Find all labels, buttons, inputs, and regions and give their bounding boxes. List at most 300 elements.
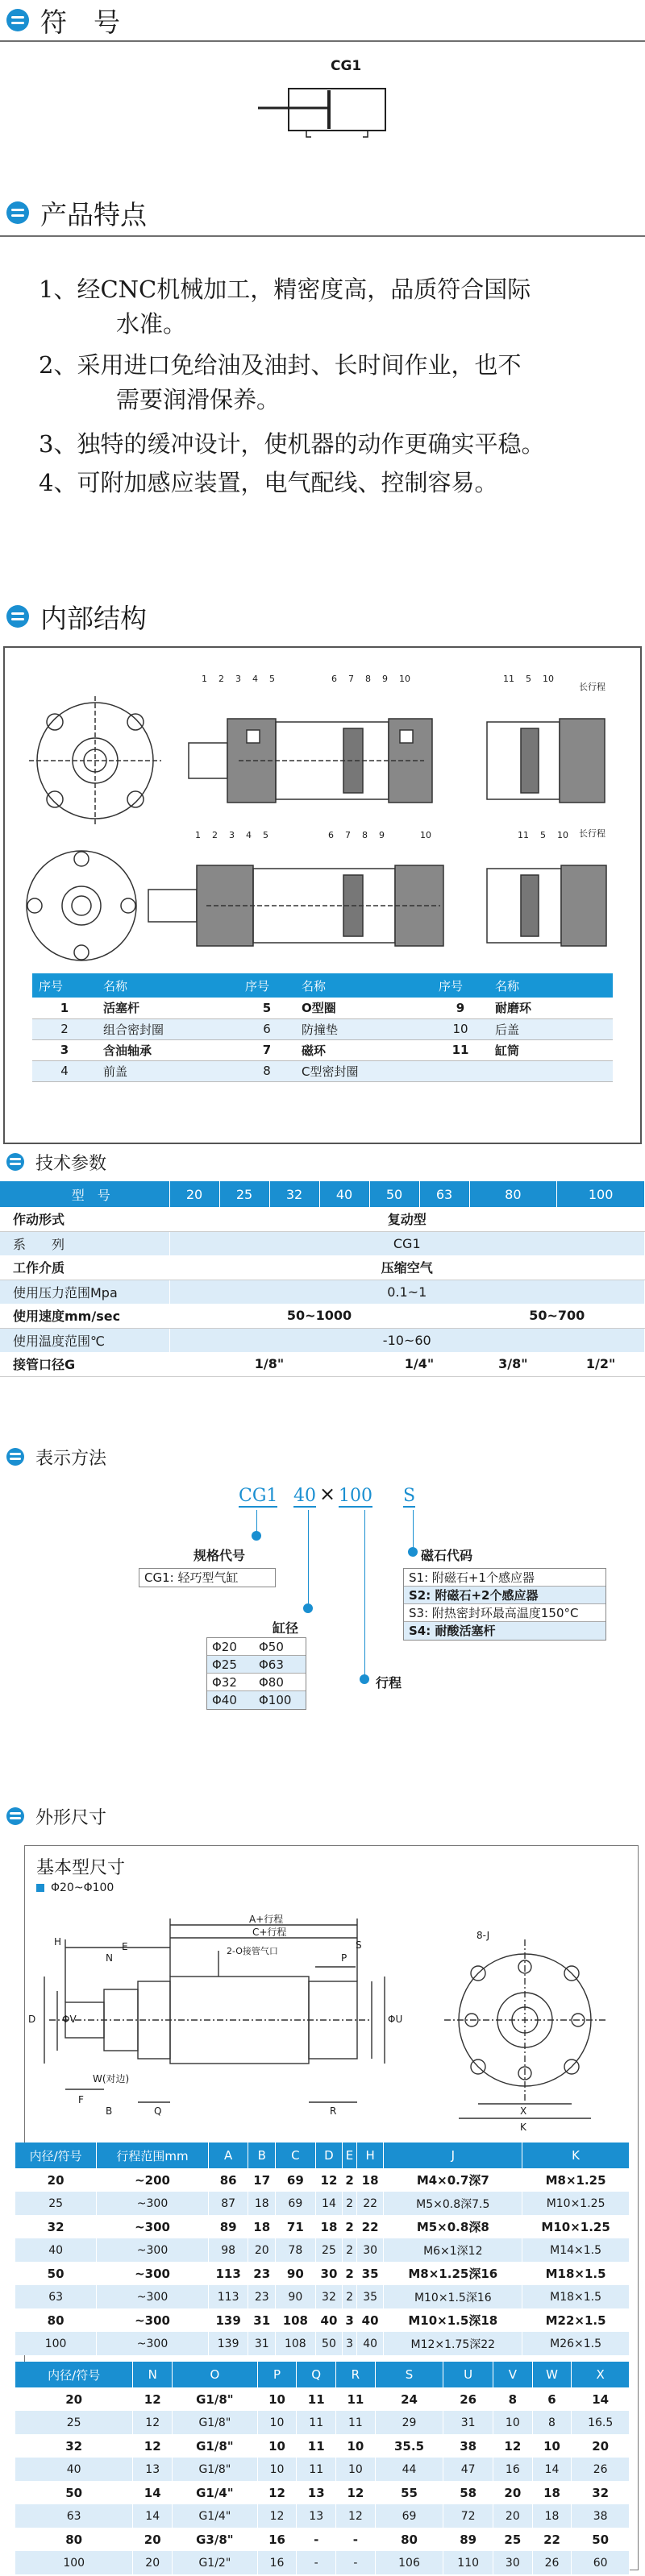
table-row bbox=[0, 1181, 645, 1207]
table-cell: 13 bbox=[297, 2481, 336, 2504]
table-cell: 32 bbox=[315, 2285, 343, 2308]
table-cell: 14 bbox=[572, 2387, 630, 2411]
parts-table bbox=[32, 973, 613, 1082]
table-header: H bbox=[356, 2143, 384, 2168]
table-cell: 接管口径G bbox=[0, 1352, 169, 1376]
dim-label: F bbox=[78, 2094, 84, 2105]
table-cell: 78 bbox=[276, 2238, 316, 2262]
table-cell: 50 bbox=[315, 2332, 343, 2355]
table-row bbox=[15, 2168, 630, 2192]
dim-label: K bbox=[520, 2122, 526, 2133]
tech-title: 技术参数 bbox=[35, 1153, 107, 1174]
table-cell: 14 bbox=[133, 2481, 173, 2504]
part-callouts-top-right bbox=[503, 674, 554, 684]
table-cell: 11 bbox=[432, 1039, 489, 1060]
table-header: 内径/符号 bbox=[15, 2143, 97, 2168]
table-cell: 90 bbox=[276, 2285, 316, 2308]
table-cell: 40 bbox=[356, 2332, 384, 2355]
table-cell: 63 bbox=[15, 2504, 133, 2528]
table-cell: ~300 bbox=[97, 2262, 209, 2285]
feature-line: 4、可附加感应装置，电气配线、控制容易。 bbox=[39, 469, 498, 496]
table-cell: 12 bbox=[336, 2504, 376, 2528]
table-cell: 23 bbox=[248, 2262, 276, 2285]
table-row bbox=[15, 2411, 630, 2434]
feature-line: 需要润滑保养。 bbox=[116, 386, 281, 413]
table-cell: CG1 bbox=[169, 1231, 645, 1255]
table-cell: 10 bbox=[336, 2434, 376, 2458]
table-cell: ~300 bbox=[97, 2285, 209, 2308]
table-cell: 1/2" bbox=[557, 1352, 645, 1376]
dim-label: B bbox=[106, 2105, 113, 2117]
table-cell: 9 bbox=[432, 998, 489, 1018]
table-cell: 16.5 bbox=[572, 2411, 630, 2434]
table-cell: 8 bbox=[532, 2411, 572, 2434]
table-header: 名称 bbox=[489, 973, 613, 998]
table-cell: G1/8" bbox=[173, 2387, 258, 2411]
table-cell: M4×0.7深7 bbox=[384, 2168, 522, 2192]
table-cell: 缸筒 bbox=[489, 1039, 613, 1060]
table-cell: 1/8" bbox=[169, 1352, 369, 1376]
table-header: 20 bbox=[169, 1181, 219, 1207]
table-cell: 32 bbox=[15, 2215, 97, 2238]
dimension-table-2 bbox=[15, 2362, 630, 2574]
table-cell: 10 bbox=[257, 2411, 297, 2434]
code-series: CG1 bbox=[239, 1486, 278, 1506]
table-header: W bbox=[532, 2362, 572, 2387]
bore-value: Φ20 bbox=[212, 1640, 237, 1654]
dimensions-panel bbox=[24, 1845, 639, 2570]
table-cell: M8×1.25深16 bbox=[384, 2262, 522, 2285]
dim-label: ΦU bbox=[388, 2014, 403, 2025]
dimensions-title: 外形尺寸 bbox=[35, 1807, 107, 1828]
table-header: 50 bbox=[369, 1181, 419, 1207]
table-header: V bbox=[493, 2362, 533, 2387]
table-cell: 40 bbox=[356, 2308, 384, 2332]
bore-value: Φ50 bbox=[259, 1640, 284, 1654]
table-cell: 20 bbox=[133, 2528, 173, 2551]
sensor-head: 磁石代码 bbox=[421, 1548, 473, 1563]
part-callout: 11 bbox=[518, 830, 529, 840]
divider bbox=[0, 40, 645, 42]
table-cell: 后盖 bbox=[489, 1018, 613, 1039]
feature-line: 3、独特的缓冲设计，使机器的动作更确实平稳。 bbox=[39, 430, 545, 458]
table-header: 型 号 bbox=[0, 1181, 169, 1207]
table-cell: 69 bbox=[276, 2192, 316, 2215]
table-cell: 10 bbox=[257, 2434, 297, 2458]
table-cell: 14 bbox=[133, 2504, 173, 2528]
connector-dot bbox=[408, 1547, 418, 1557]
table-cell: O型圈 bbox=[295, 998, 432, 1018]
notation-section bbox=[0, 1442, 645, 1471]
table-cell: 31 bbox=[248, 2332, 276, 2355]
table-cell: 18 bbox=[532, 2504, 572, 2528]
dim-label: X bbox=[520, 2105, 527, 2117]
dim-label: 8-J bbox=[476, 1930, 490, 1941]
feature-item-1 bbox=[39, 272, 619, 342]
table-cell: 26 bbox=[443, 2387, 493, 2411]
table-cell: 10 bbox=[493, 2411, 533, 2434]
bore-list bbox=[206, 1637, 306, 1710]
connector-dot bbox=[303, 1603, 313, 1613]
stroke-head: 行程 bbox=[376, 1675, 402, 1690]
table-cell: 40 bbox=[315, 2308, 343, 2332]
table-cell: 2 bbox=[343, 2192, 357, 2215]
table-cell: ~200 bbox=[97, 2168, 209, 2192]
table-cell: 47 bbox=[443, 2458, 493, 2481]
table-cell: M10×1.5深16 bbox=[384, 2285, 522, 2308]
long-stroke-note: 长行程 bbox=[579, 682, 605, 692]
table-header-row bbox=[15, 2362, 630, 2387]
table-header: 63 bbox=[419, 1181, 469, 1207]
bore-row bbox=[207, 1691, 306, 1709]
part-callout: 7 bbox=[345, 830, 351, 840]
table-cell: 32 bbox=[572, 2481, 630, 2504]
structure-title: 内部结构 bbox=[40, 602, 147, 634]
table-cell: 29 bbox=[375, 2411, 443, 2434]
table-cell: 23 bbox=[248, 2285, 276, 2308]
table-cell: 12 bbox=[257, 2504, 297, 2528]
table-cell bbox=[489, 1060, 613, 1081]
table-cell: 35.5 bbox=[375, 2434, 443, 2458]
structure-drawing-icon bbox=[5, 648, 640, 970]
table-cell: 10 bbox=[432, 1018, 489, 1039]
dim-label: N bbox=[106, 1952, 113, 1964]
table-cell: M5×0.8深7.5 bbox=[384, 2192, 522, 2215]
feature-line: 1、经CNC机械加工，精密度高，品质符合国际 bbox=[39, 276, 531, 303]
table-cell: 100 bbox=[15, 2551, 133, 2574]
table-cell: 25 bbox=[15, 2192, 97, 2215]
table-cell: 使用温度范围℃ bbox=[0, 1328, 169, 1352]
table-cell: 35 bbox=[356, 2285, 384, 2308]
table-header: 80 bbox=[469, 1181, 557, 1207]
table-cell: 69 bbox=[276, 2168, 316, 2192]
table-cell: M10×1.25 bbox=[522, 2192, 630, 2215]
code-bore: 40 bbox=[293, 1486, 316, 1506]
table-cell: 16 bbox=[257, 2528, 297, 2551]
table-cell: ~300 bbox=[97, 2332, 209, 2355]
table-cell: 防撞垫 bbox=[295, 1018, 432, 1039]
table-cell: 139 bbox=[208, 2332, 248, 2355]
table-row bbox=[32, 1060, 613, 1081]
dim-label: ΦV bbox=[62, 2014, 77, 2025]
table-cell: 11 bbox=[297, 2387, 336, 2411]
part-callout: 1 bbox=[195, 830, 201, 840]
table-header: 32 bbox=[269, 1181, 319, 1207]
table-row bbox=[15, 2238, 630, 2262]
sensor-item: S3: 附热密封环最高温度150°C bbox=[404, 1604, 605, 1622]
table-cell: 18 bbox=[356, 2168, 384, 2192]
bore-value: Φ25 bbox=[212, 1657, 237, 1672]
table-cell: 使用压力范围Mpa bbox=[0, 1280, 169, 1304]
part-callout: 4 bbox=[246, 830, 252, 840]
dim-label: C+行程 bbox=[252, 1927, 287, 1938]
table-row bbox=[0, 1207, 645, 1231]
table-row bbox=[0, 1352, 645, 1376]
table-cell: 12 bbox=[315, 2168, 343, 2192]
table-row bbox=[15, 2434, 630, 2458]
table-cell: M18×1.5 bbox=[522, 2285, 630, 2308]
table-header: S bbox=[375, 2362, 443, 2387]
table-cell: 10 bbox=[532, 2434, 572, 2458]
table-cell: 44 bbox=[375, 2458, 443, 2481]
table-header: 100 bbox=[557, 1181, 645, 1207]
part-callout: 9 bbox=[379, 830, 385, 840]
long-stroke-note: 长行程 bbox=[579, 828, 605, 839]
table-cell: 18 bbox=[315, 2215, 343, 2238]
table-cell: 6 bbox=[239, 1018, 295, 1039]
table-header: 序号 bbox=[432, 973, 489, 998]
dim-label: S bbox=[356, 1939, 362, 1951]
table-header: A bbox=[208, 2143, 248, 2168]
part-callout: 3 bbox=[235, 674, 241, 684]
table-cell: 20 bbox=[248, 2238, 276, 2262]
range-text: Φ20~Φ100 bbox=[51, 1881, 114, 1894]
table-header: 25 bbox=[219, 1181, 269, 1207]
table-cell: 40 bbox=[15, 2458, 133, 2481]
table-cell: 11 bbox=[297, 2411, 336, 2434]
table-header: 序号 bbox=[239, 973, 295, 998]
table-cell: 32 bbox=[15, 2434, 133, 2458]
feature-item-2 bbox=[39, 348, 619, 417]
part-callout: 9 bbox=[382, 674, 388, 684]
symbol-label: CG1 bbox=[331, 58, 362, 74]
table-cell: 12 bbox=[493, 2434, 533, 2458]
part-callout: 6 bbox=[328, 830, 334, 840]
part-callout: 10 bbox=[420, 830, 431, 840]
table-cell: 50 bbox=[15, 2481, 133, 2504]
table-cell: M14×1.5 bbox=[522, 2238, 630, 2262]
table-header: E bbox=[343, 2143, 357, 2168]
table-cell: - bbox=[297, 2528, 336, 2551]
table-cell: 5 bbox=[239, 998, 295, 1018]
range-square-icon bbox=[36, 1884, 44, 1892]
tech-table bbox=[0, 1181, 645, 1377]
table-cell: 100 bbox=[15, 2332, 97, 2355]
sensor-item: S2: 附磁石+2个感应器 bbox=[404, 1587, 605, 1604]
feature-line: 水准。 bbox=[116, 310, 187, 338]
table-cell: 89 bbox=[443, 2528, 493, 2551]
dim-label: 2-O接管气口 bbox=[227, 1946, 278, 1956]
table-cell: G1/4" bbox=[173, 2504, 258, 2528]
table-cell: 12 bbox=[336, 2481, 376, 2504]
table-header: J bbox=[384, 2143, 522, 2168]
table-cell: 0.1~1 bbox=[169, 1280, 645, 1304]
part-callout: 4 bbox=[252, 674, 258, 684]
part-callout: 5 bbox=[540, 830, 546, 840]
table-cell: 22 bbox=[532, 2528, 572, 2551]
table-row bbox=[15, 2308, 630, 2332]
table-cell: 90 bbox=[276, 2262, 316, 2285]
table-cell: -10~60 bbox=[169, 1328, 645, 1352]
table-cell: 2 bbox=[343, 2262, 357, 2285]
table-cell: 30 bbox=[493, 2551, 533, 2574]
table-cell: 38 bbox=[572, 2504, 630, 2528]
table-cell: 含油轴承 bbox=[97, 1039, 239, 1060]
table-cell: 20 bbox=[493, 2481, 533, 2504]
table-cell: 89 bbox=[208, 2215, 248, 2238]
table-cell: 58 bbox=[443, 2481, 493, 2504]
table-cell: 12 bbox=[133, 2387, 173, 2411]
table-header: B bbox=[248, 2143, 276, 2168]
table-cell: 7 bbox=[239, 1039, 295, 1060]
table-header: K bbox=[522, 2143, 630, 2168]
table-cell: 30 bbox=[356, 2238, 384, 2262]
table-cell: 2 bbox=[343, 2168, 357, 2192]
table-cell: M12×1.75深22 bbox=[384, 2332, 522, 2355]
table-cell: G1/8" bbox=[173, 2458, 258, 2481]
symbol-section bbox=[0, 0, 645, 74]
part-callout: 5 bbox=[526, 674, 531, 684]
table-cell: M18×1.5 bbox=[522, 2262, 630, 2285]
table-row bbox=[15, 2192, 630, 2215]
tech-section bbox=[0, 1147, 645, 1176]
divider bbox=[0, 235, 645, 237]
table-cell bbox=[432, 1060, 489, 1081]
features-title: 产品特点 bbox=[40, 198, 147, 230]
table-cell: 耐磨环 bbox=[489, 998, 613, 1018]
table-cell: 3/8" bbox=[469, 1352, 557, 1376]
table-cell: 38 bbox=[443, 2434, 493, 2458]
table-cell: 1/4" bbox=[369, 1352, 469, 1376]
table-cell: 工作介质 bbox=[0, 1255, 169, 1280]
table-cell: 30 bbox=[315, 2262, 343, 2285]
feature-item-4 bbox=[39, 466, 619, 500]
table-cell: 20 bbox=[133, 2551, 173, 2574]
table-cell: - bbox=[297, 2551, 336, 2574]
table-cell: 50~1000 bbox=[169, 1304, 469, 1328]
connector-dot bbox=[360, 1674, 369, 1684]
table-header: 序号 bbox=[32, 973, 97, 998]
table-header: P bbox=[257, 2362, 297, 2387]
bore-value: Φ100 bbox=[259, 1693, 292, 1707]
table-cell: 108 bbox=[276, 2308, 316, 2332]
connector-dot bbox=[252, 1531, 261, 1541]
table-header: N bbox=[133, 2362, 173, 2387]
table-cell: G1/2" bbox=[173, 2551, 258, 2574]
dim-label: A+行程 bbox=[249, 1914, 284, 1925]
feature-item-3 bbox=[39, 427, 619, 462]
feature-line: 2、采用进口免给油及油封、长时间作业，也不 bbox=[39, 351, 522, 379]
table-cell: 87 bbox=[208, 2192, 248, 2215]
table-cell: 139 bbox=[208, 2308, 248, 2332]
table-row bbox=[15, 2262, 630, 2285]
notation-title: 表示方法 bbox=[35, 1448, 107, 1469]
table-cell: 8 bbox=[239, 1060, 295, 1081]
dim-label: Q bbox=[154, 2105, 162, 2117]
table-cell: 26 bbox=[572, 2458, 630, 2481]
features-section bbox=[0, 190, 645, 237]
table-header: R bbox=[336, 2362, 376, 2387]
table-cell: 14 bbox=[315, 2192, 343, 2215]
table-cell: 108 bbox=[276, 2332, 316, 2355]
table-cell: 25 bbox=[493, 2528, 533, 2551]
table-cell: 110 bbox=[443, 2551, 493, 2574]
table-row bbox=[15, 2504, 630, 2528]
table-cell: ~300 bbox=[97, 2192, 209, 2215]
table-header: D bbox=[315, 2143, 343, 2168]
table-cell: 1 bbox=[32, 998, 97, 1018]
table-cell: 24 bbox=[375, 2387, 443, 2411]
bore-value: Φ32 bbox=[212, 1675, 237, 1690]
table-header: Q bbox=[297, 2362, 336, 2387]
table-cell: 69 bbox=[375, 2504, 443, 2528]
table-cell: G1/4" bbox=[173, 2481, 258, 2504]
part-callout: 5 bbox=[263, 830, 268, 840]
table-cell: 50 bbox=[15, 2262, 97, 2285]
table-row bbox=[15, 2387, 630, 2411]
table-cell: 10 bbox=[336, 2458, 376, 2481]
part-callout: 5 bbox=[269, 674, 275, 684]
series-item: CG1: 轻巧型气缸 bbox=[144, 1570, 239, 1585]
bore-head: 缸径 bbox=[273, 1620, 299, 1636]
bore-row bbox=[207, 1638, 306, 1656]
part-callout: 6 bbox=[331, 674, 337, 684]
table-cell: 14 bbox=[532, 2458, 572, 2481]
table-cell: 106 bbox=[375, 2551, 443, 2574]
table-header: U bbox=[443, 2362, 493, 2387]
bore-row bbox=[207, 1656, 306, 1674]
table-cell: 16 bbox=[493, 2458, 533, 2481]
table-cell: 10 bbox=[257, 2387, 297, 2411]
table-cell: 20 bbox=[15, 2168, 97, 2192]
dim-label: R bbox=[330, 2105, 337, 2117]
table-row bbox=[0, 1328, 645, 1352]
connector-line bbox=[413, 1510, 414, 1550]
table-cell: 25 bbox=[315, 2238, 343, 2262]
table-row bbox=[15, 2528, 630, 2551]
table-cell: 80 bbox=[15, 2528, 133, 2551]
table-cell: 18 bbox=[248, 2192, 276, 2215]
table-cell: 11 bbox=[336, 2411, 376, 2434]
table-cell: 55 bbox=[375, 2481, 443, 2504]
table-cell: 18 bbox=[248, 2215, 276, 2238]
table-cell: 31 bbox=[248, 2308, 276, 2332]
table-cell: M10×1.5深18 bbox=[384, 2308, 522, 2332]
bore-row bbox=[207, 1674, 306, 1691]
table-cell: 13 bbox=[133, 2458, 173, 2481]
table-row bbox=[15, 2215, 630, 2238]
table-cell: 复动型 bbox=[169, 1207, 645, 1231]
table-cell: 2 bbox=[32, 1018, 97, 1039]
table-cell: 10 bbox=[257, 2458, 297, 2481]
table-cell: M22×1.5 bbox=[522, 2308, 630, 2332]
part-callout: 10 bbox=[543, 674, 554, 684]
section-bullet-icon bbox=[6, 1153, 24, 1171]
table-cell: 40 bbox=[15, 2238, 97, 2262]
table-cell: 25 bbox=[15, 2411, 133, 2434]
table-cell: 12 bbox=[257, 2481, 297, 2504]
table-header: X bbox=[572, 2362, 630, 2387]
cylinder-symbol-icon bbox=[258, 81, 403, 145]
table-cell: 活塞杆 bbox=[97, 998, 239, 1018]
part-callouts-bottom bbox=[195, 830, 431, 840]
section-bullet-icon bbox=[6, 605, 29, 628]
table-cell: 13 bbox=[297, 2504, 336, 2528]
table-row bbox=[15, 2481, 630, 2504]
table-header: 内径/符号 bbox=[15, 2362, 133, 2387]
table-cell: 20 bbox=[493, 2504, 533, 2528]
dimensions-subtitle: 基本型尺寸 bbox=[36, 1858, 126, 1878]
table-cell: 2 bbox=[343, 2238, 357, 2262]
dim-label: D bbox=[28, 2014, 36, 2025]
table-cell: 4 bbox=[32, 1060, 97, 1081]
table-cell: M26×1.5 bbox=[522, 2332, 630, 2355]
table-row bbox=[32, 1039, 613, 1060]
structure-section bbox=[0, 596, 645, 637]
section-bullet-icon bbox=[6, 201, 29, 224]
table-header: 40 bbox=[319, 1181, 369, 1207]
section-bullet-icon bbox=[6, 9, 29, 31]
